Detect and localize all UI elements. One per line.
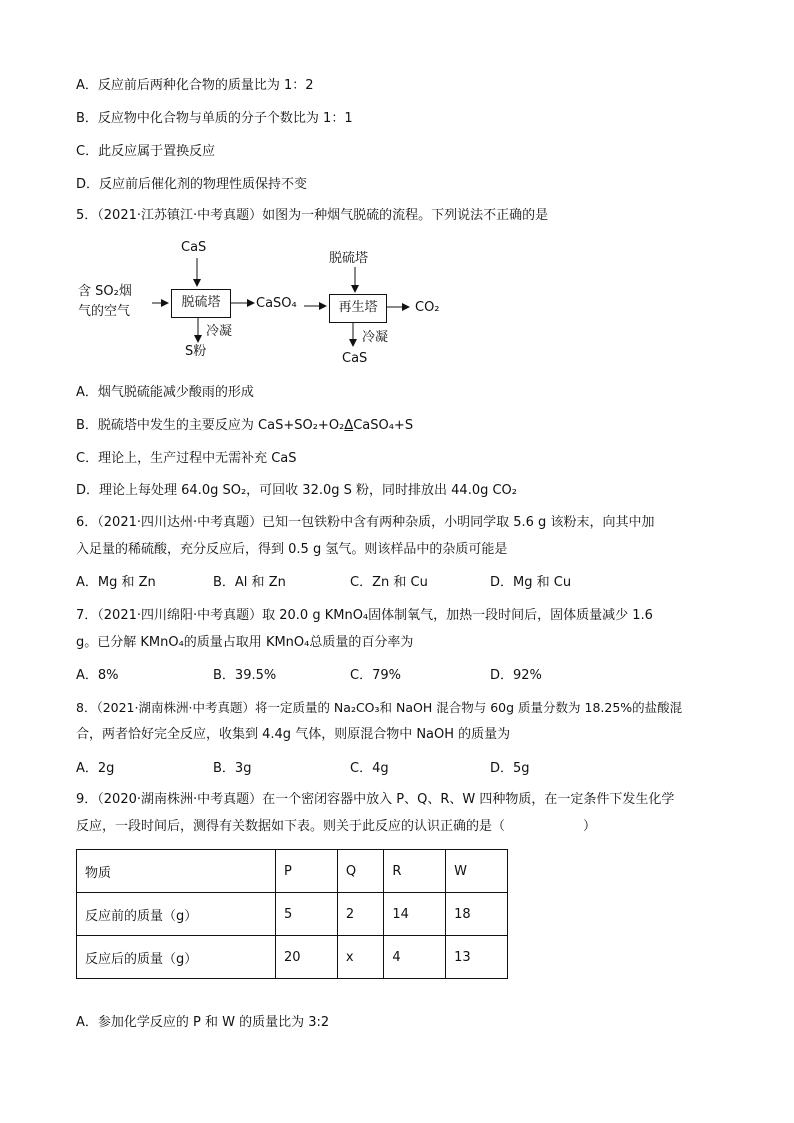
table-row	[77, 936, 508, 979]
table-cell: 2	[337, 893, 384, 936]
q5-option-b-suffix: CaSO₄+S	[353, 418, 414, 433]
label-input-line1: 含 SO₂烟	[78, 284, 132, 299]
q5-option-b-prefix: B．脱硫塔中发生的主要反应为 CaS+SO₂+O₂	[76, 418, 345, 433]
q8-option-d: D．5g	[490, 761, 530, 776]
q7-option-c: C．79%	[350, 668, 401, 683]
q4-option-d: D．反应前后催化剂的物理性质保持不变	[76, 177, 308, 192]
label-s-powder: S粉	[185, 344, 207, 359]
table-cell: 13	[446, 936, 508, 979]
q8-option-c: C．4g	[350, 761, 389, 776]
flue-gas-desulfurization-diagram	[76, 236, 496, 370]
q6-option-b: B．Al 和 Zn	[213, 575, 286, 590]
q7-stem-line1: 7．（2021·四川绵阳·中考真题）取 20.0 g KMnO₄固体制氧气，加热一段时间后，固体质量减少 1.6	[76, 608, 653, 623]
q7-option-a: A．8%	[76, 668, 119, 683]
q6-option-a: A．Mg 和 Zn	[76, 575, 156, 590]
q6-stem-line1: 6．（2021·四川达州·中考真题）已知一包铁粉中含有两种杂质，小明同学取 5.6 g 该粉末，向其中加	[76, 515, 655, 530]
table-header-row	[77, 850, 508, 893]
label-cas-bottom: CaS	[342, 351, 368, 366]
table-cell: 5	[276, 893, 338, 936]
q5-option-c: C．理论上，生产过程中无需补充 CaS	[76, 451, 297, 466]
table-header-cell: P	[276, 850, 338, 893]
table-header-cell: Q	[337, 850, 384, 893]
q8-option-a: A．2g	[76, 761, 115, 776]
heating-delta-symbol: Δ	[344, 418, 354, 433]
q7-option-b: B．39.5%	[213, 668, 277, 683]
q7-stem-line2: g。已分解 KMnO₄的质量占取用 KMnO₄总质量的百分率为	[76, 635, 414, 650]
mass-data-table	[76, 849, 508, 979]
q8-stem-line1: 8．（2021·湖南株洲·中考真题）将一定质量的 Na₂CO₃和 NaOH 混合物与 60g 质量分数为 18.25%的盐酸混	[76, 700, 683, 715]
label-co2: CO₂	[415, 300, 440, 315]
label-cas-top: CaS	[181, 240, 207, 255]
q6-stem-line2: 入足量的稀硫酸，充分反应后，得到 0.5 g 氢气。则该样品中的杂质可能是	[76, 542, 508, 557]
q5-option-d: D．理论上每处理 64.0g SO₂，可回收 32.0g S 粉，同时排放出 44.0g CO₂	[76, 483, 517, 498]
table-row	[77, 893, 508, 936]
label-cool-1: 冷凝	[206, 324, 233, 339]
q6-option-c: C．Zn 和 Cu	[350, 575, 428, 590]
table-header-cell: W	[446, 850, 508, 893]
q5-option-a: A．烟气脱硫能减少酸雨的形成	[76, 385, 254, 400]
table-cell: 反应前的质量（g）	[77, 893, 276, 936]
q6-option-d: D．Mg 和 Cu	[490, 575, 572, 590]
q9-stem-line1: 9．（2020·湖南株洲·中考真题）在一个密闭容器中放入 P、Q、R、W 四种物质，在一定条件下发生化学	[76, 792, 675, 807]
table-cell: x	[337, 936, 384, 979]
table-cell: 20	[276, 936, 338, 979]
q8-option-b: B．3g	[213, 761, 252, 776]
table-header-cell: R	[384, 850, 446, 893]
table-cell: 14	[384, 893, 446, 936]
label-input-line2: 气的空气	[78, 304, 131, 319]
q4-option-c: C．此反应属于置换反应	[76, 144, 216, 159]
q9-option-a: A．参加化学反应的 P 和 W 的质量比为 3:2	[76, 1015, 330, 1030]
regeneration-tower-box: 再生塔	[329, 294, 387, 323]
q8-stem-line2: 合，两者恰好完全反应，收集到 4.4g 气体，则原混合物中 NaOH 的质量为	[76, 727, 511, 742]
table-cell: 18	[446, 893, 508, 936]
table-cell: 4	[384, 936, 446, 979]
table-cell: 反应后的质量（g）	[77, 936, 276, 979]
label-cool-2: 冷凝	[362, 330, 389, 345]
table-header-cell: 物质	[77, 850, 276, 893]
q4-option-a: A．反应前后两种化合物的质量比为 1：2	[76, 78, 314, 93]
desulfurization-tower-box: 脱硫塔	[171, 289, 231, 318]
q7-option-d: D．92%	[490, 668, 542, 683]
q5-stem: 5．（2021·江苏镇江·中考真题）如图为一种烟气脱硫的流程。下列说法不正确的是	[76, 208, 549, 223]
label-desulf-top: 脱硫塔	[329, 251, 369, 266]
q9-stem-line2: 反应，一段时间后，测得有关数据如下表。则关于此反应的认识正确的是（ ）	[76, 819, 597, 834]
label-caso4: CaSO₄	[256, 296, 297, 311]
q5-option-b	[76, 417, 413, 435]
q4-option-b: B．反应物中化合物与单质的分子个数比为 1：1	[76, 111, 353, 126]
